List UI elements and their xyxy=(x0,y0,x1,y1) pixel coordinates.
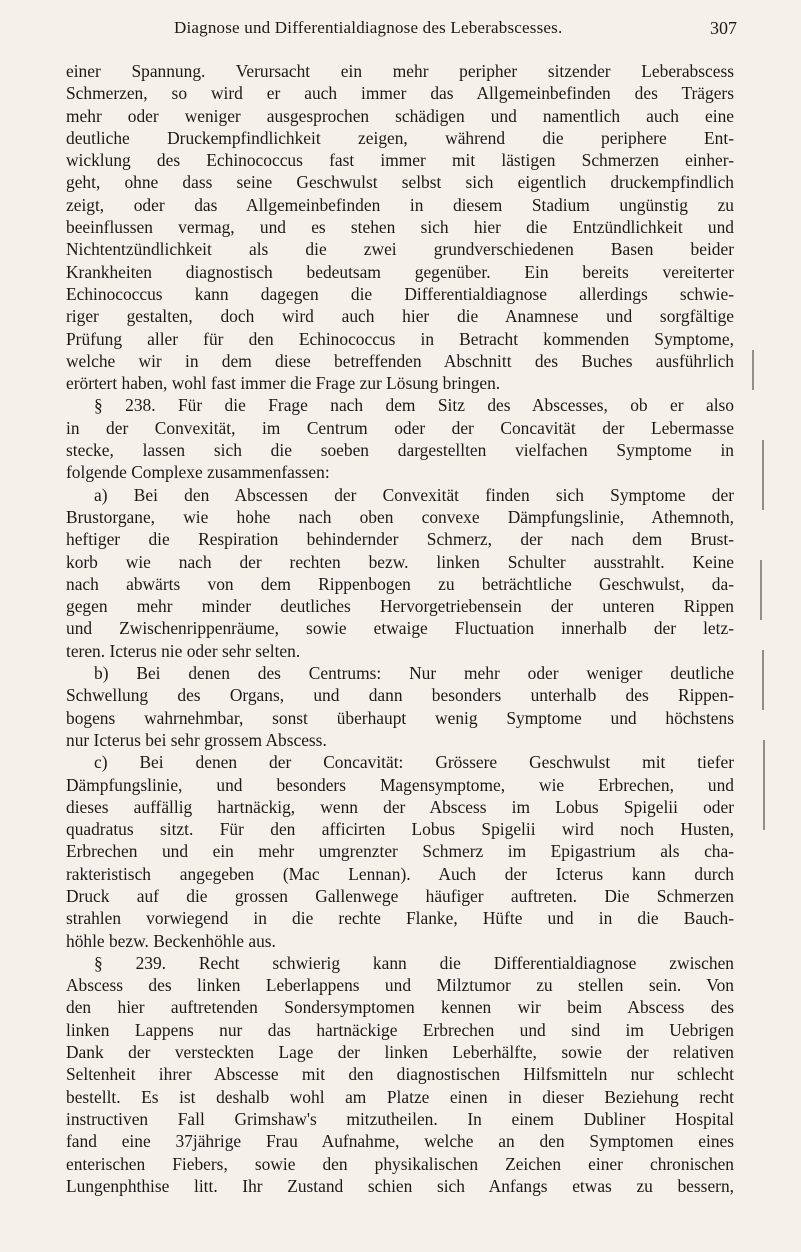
edge-mark xyxy=(760,560,762,620)
text-line: Erbrechen und ein mehr umgrenzter Schmerz im Epigastrium als cha- xyxy=(66,841,734,862)
text-line: linken Lappens nur das hartnäckige Erbrechen und sind im Uebrigen xyxy=(66,1019,734,1040)
text-line: welche wir in dem diese betreffenden Abschnitt des Buches ausführlich xyxy=(66,350,734,371)
text-line: beeinflussen vermag, und es stehen sich hier die Entzündlichkeit und xyxy=(66,217,734,238)
text-line: strahlen vorwiegend in die rechte Flanke, Hüfte und in die Bauch- xyxy=(66,908,734,929)
text-line: c) Bei denen der Concavität: Grössere Geschwulst mit tiefer xyxy=(94,752,734,773)
page-number: 307 xyxy=(710,18,737,38)
text-line: b) Bei denen des Centrums: Nur mehr oder weniger deutliche xyxy=(94,663,734,684)
text-line: zeigt, oder das Allgemeinbefinden in diesem Stadium ungünstig zu xyxy=(66,194,734,215)
text-line: Prüfung aller für den Echinococcus in Betracht kommenden Symptome, xyxy=(66,328,734,349)
text-line: Brustorgane, wie hohe nach oben convexe Dämpfungslinie, Athemnoth, xyxy=(66,506,734,527)
edge-mark xyxy=(762,440,764,510)
text-line: Abscess des linken Leberlappens und Milztumor zu stellen sein. Von xyxy=(66,975,734,996)
text-line: bestellt. Es ist deshalb wohl am Platze einen in dieser Beziehung recht xyxy=(66,1086,734,1107)
text-line: stecke, lassen sich die soeben dargestellten vielfachen Symptome in xyxy=(66,440,734,461)
text-line: Nichtentzündlichkeit als die zwei grundverschiedenen Basen beider xyxy=(66,239,734,260)
text-line: Lungenphthise litt. Ihr Zustand schien sich Anfangs etwas zu bessern, xyxy=(66,1175,734,1196)
text-line: Krankheiten diagnostisch bedeutsam gegenüber. Ein bereits vereiterter xyxy=(66,261,734,282)
text-line: erörtert haben, wohl fast immer die Frage zur Lösung bringen. xyxy=(66,373,501,394)
text-line: Seltenheit ihrer Abscesse mit den diagnostischen Hilfsmitteln nur schlecht xyxy=(66,1064,734,1085)
text-line: bogens wahrnehmbar, sonst überhaupt wenig Symptome und höchstens xyxy=(66,707,734,728)
text-line: Dämpfungslinie, und besonders Magensymptome, wie Erbrechen, und xyxy=(66,774,734,795)
text-line: nur Icterus bei sehr grossem Abscess. xyxy=(66,729,327,750)
text-line: fand eine 37jährige Frau Aufnahme, welche an den Symptomen eines xyxy=(66,1131,734,1152)
edge-mark xyxy=(762,650,764,710)
text-line: einer Spannung. Verursacht ein mehr peripher sitzender Leberabscess xyxy=(66,61,734,81)
text-line: § 239. Recht schwierig kann die Differentialdiagnose zwischen xyxy=(94,952,734,973)
text-line: in der Convexität, im Centrum oder der Concavität der Lebermasse xyxy=(66,417,734,438)
body-text xyxy=(66,60,734,1197)
text-line: gegen mehr minder deutliches Hervorgetriebensein der unteren Rippen xyxy=(66,596,734,617)
text-line: Echinococcus kann dagegen die Differentialdiagnose allerdings schwie- xyxy=(66,283,734,304)
text-line: enterischen Fiebers, sowie den physikalischen Zeichen einer chronischen xyxy=(66,1153,734,1174)
text-line: korb wie nach der rechten bezw. linken Schulter ausstrahlt. Keine xyxy=(66,551,734,572)
text-line: folgende Complexe zusammenfassen: xyxy=(66,462,330,483)
text-line: Schwellung des Organs, und dann besonders unterhalb des Rippen- xyxy=(66,685,734,706)
text-line: mehr oder weniger ausgesprochen schädigen und namentlich auch eine xyxy=(66,105,734,126)
text-line: instructiven Fall Grimshaw's mitzutheilen. In einem Dubliner Hospital xyxy=(66,1108,734,1129)
running-title: Diagnose und Differentialdiagnose des Leberabscesses. xyxy=(174,18,563,37)
text-line: wicklung des Echinococcus fast immer mit lästigen Schmerzen einher- xyxy=(66,150,734,171)
text-line: riger gestalten, doch wird auch hier die Anamnese und sorgfältige xyxy=(66,306,734,327)
text-line: Druck auf die grossen Gallenwege häufiger auftreten. Die Schmerzen xyxy=(66,885,734,906)
text-line: nach abwärts von dem Rippenbogen zu beträchtliche Geschwulst, da- xyxy=(66,573,734,594)
text-line: quadratus sitzt. Für den afficirten Lobus Spigelii wird noch Husten, xyxy=(66,819,734,840)
text-line: den hier auftretenden Sondersymptomen kennen wir beim Abscess des xyxy=(66,997,734,1018)
text-line: § 238. Für die Frage nach dem Sitz des Abscesses, ob er also xyxy=(94,395,734,416)
running-head xyxy=(0,18,801,42)
text-line: a) Bei den Abscessen der Convexität finden sich Symptome der xyxy=(94,484,734,505)
text-line: deutliche Druckempfindlichkeit zeigen, während die periphere Ent- xyxy=(66,127,734,148)
edge-mark xyxy=(752,350,754,390)
text-line: Schmerzen, so wird er auch immer das Allgemeinbefinden des Trägers xyxy=(66,83,734,104)
text-line: und Zwischenrippenräume, sowie etwaige Fluctuation innerhalb der letz- xyxy=(66,618,734,639)
text-line: dieses auffällig hartnäckig, wenn der Abscess im Lobus Spigelii oder xyxy=(66,796,734,817)
text-line: geht, ohne dass seine Geschwulst selbst sich eigentlich druckempfindlich xyxy=(66,172,734,193)
text-line: Dank der versteckten Lage der linken Leberhälfte, sowie der relativen xyxy=(66,1042,734,1063)
text-line: teren. Icterus nie oder sehr selten. xyxy=(66,640,301,661)
text-line: rakteristisch angegeben (Mac Lennan). Auch der Icterus kann durch xyxy=(66,863,734,884)
text-line: heftiger die Respiration behindernder Schmerz, der nach dem Brust- xyxy=(66,529,734,550)
text-line: höhle bezw. Beckenhöhle aus. xyxy=(66,930,276,951)
edge-mark xyxy=(763,740,765,830)
